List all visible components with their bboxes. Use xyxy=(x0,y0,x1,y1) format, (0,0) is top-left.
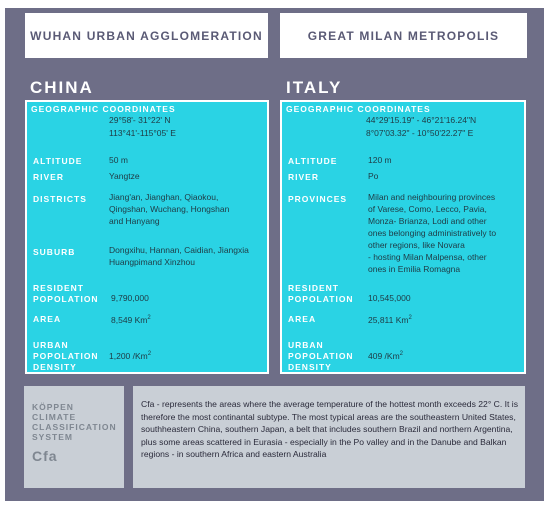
china-altitude-value: 50 m xyxy=(109,155,128,165)
china-geo-lon: 113°41'-115°05' E xyxy=(109,128,176,138)
italy-density-label: URBAN POPOLATION DENSITY xyxy=(288,340,354,372)
china-altitude-label: ALTITUDE xyxy=(33,156,83,166)
koppen-label: KÖPPEN CLIMATE CLASSIFICATION SYSTEM xyxy=(32,402,117,442)
china-area-label: AREA xyxy=(33,314,62,324)
italy-resident-value: 10,545,000 xyxy=(368,293,411,303)
china-country-label: CHINA xyxy=(30,78,94,97)
china-area-value: 8,549 Km$^2$ xyxy=(111,314,151,325)
italy-provinces-value: Milan and neighbouring provinces of Varese, Como, Lecco, Pavia, Monza- Brianza, Lodi and other ones belonging administratively to other regions, like Novara - hosting Milan Malpensa, other ones in Emilia Romagna xyxy=(368,192,497,274)
china-suburb-label: SUBURB xyxy=(33,247,76,257)
koppen-code: Cfa xyxy=(32,448,58,464)
italy-river-label: RIVER xyxy=(288,172,319,182)
china-suburb-value: Dongxihu, Hannan, Caidian, Jiangxia Huangpimand Xinzhou xyxy=(109,245,249,267)
china-title: WUHAN URBAN AGGLOMERATION xyxy=(30,28,263,43)
italy-density-value: 409 /Km$^2$ xyxy=(368,350,403,361)
china-districts-value: Jiang'an, Jianghan, Qiaokou, Qingshan, Wuchang, Hongshan and Hanyang xyxy=(109,192,230,226)
italy-altitude-value: 120 m xyxy=(368,155,392,165)
china-river-value: Yangtze xyxy=(109,171,140,181)
koppen-description: Cfa - represents the areas where the average temperature of the hottest month exceeds 22° C. It is therefore the most continantal subtype. The most typical areas are the southeastern United States, southheastern China, southern Japan, a belt that includes southern Brazil and northern Argentina, plus some areas scattered in Eurasia - especially in the Po valley and in the Danube and Balkan regions - in southern Africa and eastern Australia xyxy=(141,399,518,460)
china-density-label: URBAN POPOLATION DENSITY xyxy=(33,340,99,372)
italy-resident-label: RESIDENT POPOLATION xyxy=(288,283,354,304)
italy-geo-lat: 44°29'15.19" - 46°21'16.24"N xyxy=(366,115,477,125)
italy-title: GREAT MILAN METROPOLIS xyxy=(307,28,500,43)
china-districts-label: DISTRICTS xyxy=(33,194,87,204)
italy-provinces-label: PROVINCES xyxy=(288,194,348,204)
italy-country-label: ITALY xyxy=(286,78,343,97)
koppen-description-box xyxy=(133,386,525,488)
china-geo-lat: 29°58'- 31°22' N xyxy=(109,115,171,125)
china-geo-label: GEOGRAPHIC COORDINATES xyxy=(31,104,176,114)
italy-altitude-label: ALTITUDE xyxy=(288,156,338,166)
china-density-value: 1,200 /Km$^2$ xyxy=(109,350,152,361)
china-resident-value: 9,790,000 xyxy=(111,293,149,303)
italy-area-value: 25,811 Km$^2$ xyxy=(368,314,412,325)
italy-panel xyxy=(280,100,526,374)
italy-river-value: Po xyxy=(368,171,379,181)
koppen-label-box xyxy=(24,386,124,488)
italy-area-label: AREA xyxy=(288,314,317,324)
china-panel xyxy=(25,100,269,374)
italy-geo-lon: 8°07'03.32" - 10°50'22.27" E xyxy=(366,128,474,138)
china-title-box xyxy=(25,13,268,58)
italy-geo-label: GEOGRAPHIC COORDINATES xyxy=(286,104,431,114)
china-resident-label: RESIDENT POPOLATION xyxy=(33,283,99,304)
china-river-label: RIVER xyxy=(33,172,64,182)
italy-title-box xyxy=(280,13,527,58)
